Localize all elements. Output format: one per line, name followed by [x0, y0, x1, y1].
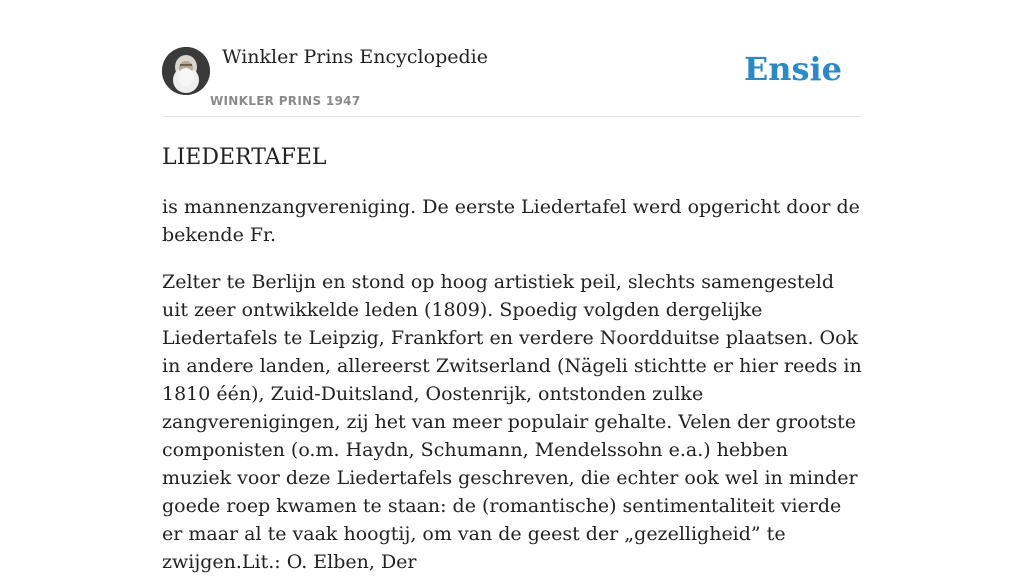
brand-logo[interactable]: Ensie: [743, 50, 842, 88]
article-page: [162, 0, 862, 576]
article-paragraph-2: Zelter te Berlijn en stond op hoog artistiek peil, slechts samengesteld uit zeer ontwikkelde leden (1809). Spoedig volgden dergelijke Liedertafels te Leipzig, Frankfort en verdere Noordduitse plaatsen. Ook in andere landen, allereerst Zwitserland (Nägeli stichtte er hier reeds in 1810 één), Zuid-Duitsland, Oostenrijk, ontstonden zulke zangverenigingen, zij het van meer populair gehalte. Velen der grootste componisten (o.m. Haydn, Schumann, Mendelssohn e.a.) hebben muziek voor deze Liedertafels geschreven, die echter ook wel in minder goede roep kwamen te staan: de (romantische) sentimentaliteit vierde er maar al te vaak hoogtij, om van de geest der „gezelligheid” te zwijgen.Lit.: O. Elben, Der: [162, 271, 862, 574]
article-title: LIEDERTAFEL: [162, 145, 327, 170]
source-subtitle[interactable]: WINKLER PRINS 1947: [210, 94, 361, 108]
article-paragraph-1: is mannenzangvereniging. De eerste Liedertafel werd opgericht door de bekende Fr.: [162, 196, 860, 247]
source-avatar[interactable]: [162, 47, 210, 95]
source-header: [162, 0, 862, 117]
source-title[interactable]: Winkler Prins Encyclopedie: [222, 46, 488, 68]
